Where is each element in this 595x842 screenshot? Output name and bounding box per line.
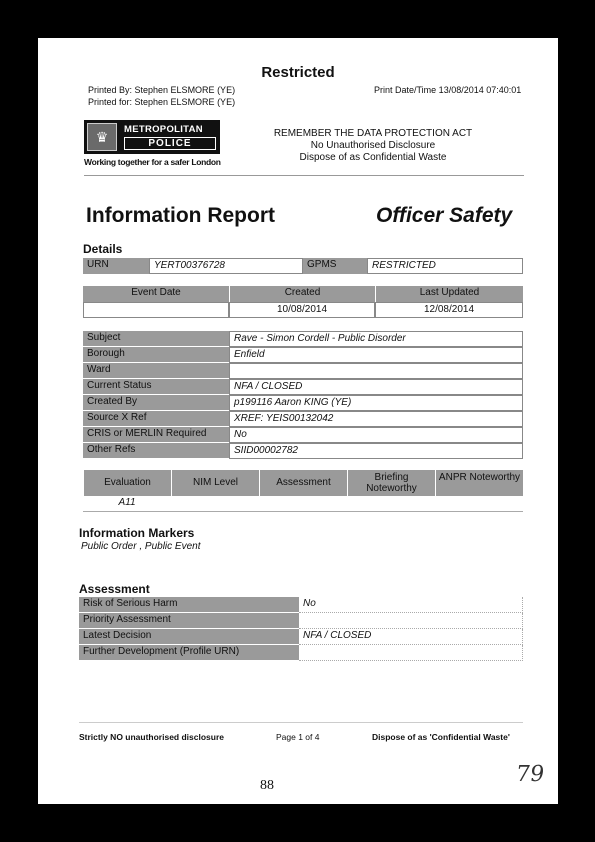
printed-by: Printed By: Stephen ELSMORE (YE) bbox=[88, 85, 236, 95]
event-date-value bbox=[83, 302, 229, 318]
field-row bbox=[83, 443, 523, 459]
footer-right: Dispose of as 'Confidential Waste' bbox=[372, 732, 510, 742]
assessment-value bbox=[299, 613, 523, 629]
field-row bbox=[83, 363, 523, 379]
field-label: Other Refs bbox=[83, 443, 229, 459]
field-label: CRIS or MERLIN Required bbox=[83, 427, 229, 443]
field-label: Subject bbox=[83, 331, 229, 347]
footer-left: Strictly NO unauthorised disclosure bbox=[79, 732, 225, 742]
logo-line1: METROPOLITAN bbox=[124, 124, 203, 135]
report-type: Officer Safety bbox=[376, 204, 513, 227]
details-heading: Details bbox=[83, 242, 123, 256]
print-datetime: Print Date/Time 13/08/2014 07:40:01 bbox=[374, 85, 522, 95]
evaluation-header: Briefing Noteworthy bbox=[347, 470, 435, 496]
assessment-value: NFA / CLOSED bbox=[299, 629, 523, 645]
footer-page: Page 1 of 4 bbox=[276, 732, 320, 742]
crest-icon: ♛ bbox=[87, 123, 117, 151]
field-label: Borough bbox=[83, 347, 229, 363]
assessment-value: No bbox=[299, 597, 523, 613]
evaluation-header: NIM Level bbox=[171, 470, 259, 496]
field-label: Created By bbox=[83, 395, 229, 411]
evaluation-value bbox=[435, 496, 523, 512]
report-title: Information Report bbox=[86, 204, 275, 227]
field-value: NFA / CLOSED bbox=[229, 379, 523, 395]
field-value: Enfield bbox=[229, 347, 523, 363]
urn-value: YERT00376728 bbox=[149, 258, 303, 274]
classification-heading: Restricted bbox=[261, 64, 335, 81]
field-label: Current Status bbox=[83, 379, 229, 395]
met-police-logo bbox=[84, 120, 224, 170]
evaluation-value bbox=[171, 496, 259, 512]
dpa-line2: No Unauthorised Disclosure bbox=[310, 140, 436, 151]
assessment-label: Further Development (Profile URN) bbox=[79, 645, 299, 661]
logo-tagline: Working together for a safer London bbox=[84, 157, 221, 167]
assessment-row bbox=[79, 597, 523, 613]
field-value: Rave - Simon Cordell - Public Disorder bbox=[229, 331, 523, 347]
field-value: SIID00002782 bbox=[229, 443, 523, 459]
evaluation-value bbox=[347, 496, 435, 512]
field-row bbox=[83, 427, 523, 443]
field-value: XREF: YEIS00132042 bbox=[229, 411, 523, 427]
urn-label: URN bbox=[83, 258, 149, 274]
assessment-value bbox=[299, 645, 523, 661]
assessment-label: Priority Assessment bbox=[79, 613, 299, 629]
field-row bbox=[83, 395, 523, 411]
field-row bbox=[83, 379, 523, 395]
field-row bbox=[83, 347, 523, 363]
evaluation-header: ANPR Noteworthy bbox=[435, 470, 523, 496]
document-page bbox=[38, 38, 558, 804]
evaluation-value: A11 bbox=[83, 496, 171, 512]
assessment-label: Latest Decision bbox=[79, 629, 299, 645]
page-number: 88 bbox=[260, 778, 274, 793]
gpms-label: GPMS bbox=[303, 258, 367, 274]
event-date-header: Event Date bbox=[83, 286, 229, 302]
assessment-heading: Assessment bbox=[79, 582, 150, 596]
evaluation-value bbox=[259, 496, 347, 512]
last-updated-header: Last Updated bbox=[375, 286, 523, 302]
field-row bbox=[83, 331, 523, 347]
created-header: Created bbox=[229, 286, 375, 302]
logo-line2: POLICE bbox=[124, 137, 216, 150]
assessment-row bbox=[79, 645, 523, 661]
field-value: p199116 Aaron KING (YE) bbox=[229, 395, 523, 411]
gpms-value: RESTRICTED bbox=[367, 258, 523, 274]
field-label: Ward bbox=[83, 363, 229, 379]
field-label: Source X Ref bbox=[83, 411, 229, 427]
handwritten-number: 79 bbox=[514, 762, 546, 787]
assessment-row bbox=[79, 613, 523, 629]
information-markers-heading: Information Markers bbox=[79, 526, 195, 540]
evaluation-header: Assessment bbox=[259, 470, 347, 496]
assessment-table bbox=[79, 597, 523, 661]
printed-for: Printed for: Stephen ELSMORE (YE) bbox=[88, 97, 236, 107]
field-value: No bbox=[229, 427, 523, 443]
information-markers-value: Public Order , Public Event bbox=[81, 541, 201, 552]
assessment-label: Risk of Serious Harm bbox=[79, 597, 299, 613]
evaluation-header: Evaluation bbox=[83, 470, 171, 496]
header-divider bbox=[84, 175, 524, 176]
created-value: 10/08/2014 bbox=[229, 302, 375, 318]
field-row bbox=[83, 411, 523, 427]
assessment-row bbox=[79, 629, 523, 645]
dpa-line3: Dispose of as Confidential Waste bbox=[299, 152, 447, 163]
last-updated-value: 12/08/2014 bbox=[375, 302, 523, 318]
field-value bbox=[229, 363, 523, 379]
data-protection-notice bbox=[238, 128, 508, 164]
footer-divider bbox=[79, 722, 523, 723]
dpa-line1: REMEMBER THE DATA PROTECTION ACT bbox=[273, 128, 473, 139]
fields-table bbox=[83, 331, 523, 459]
